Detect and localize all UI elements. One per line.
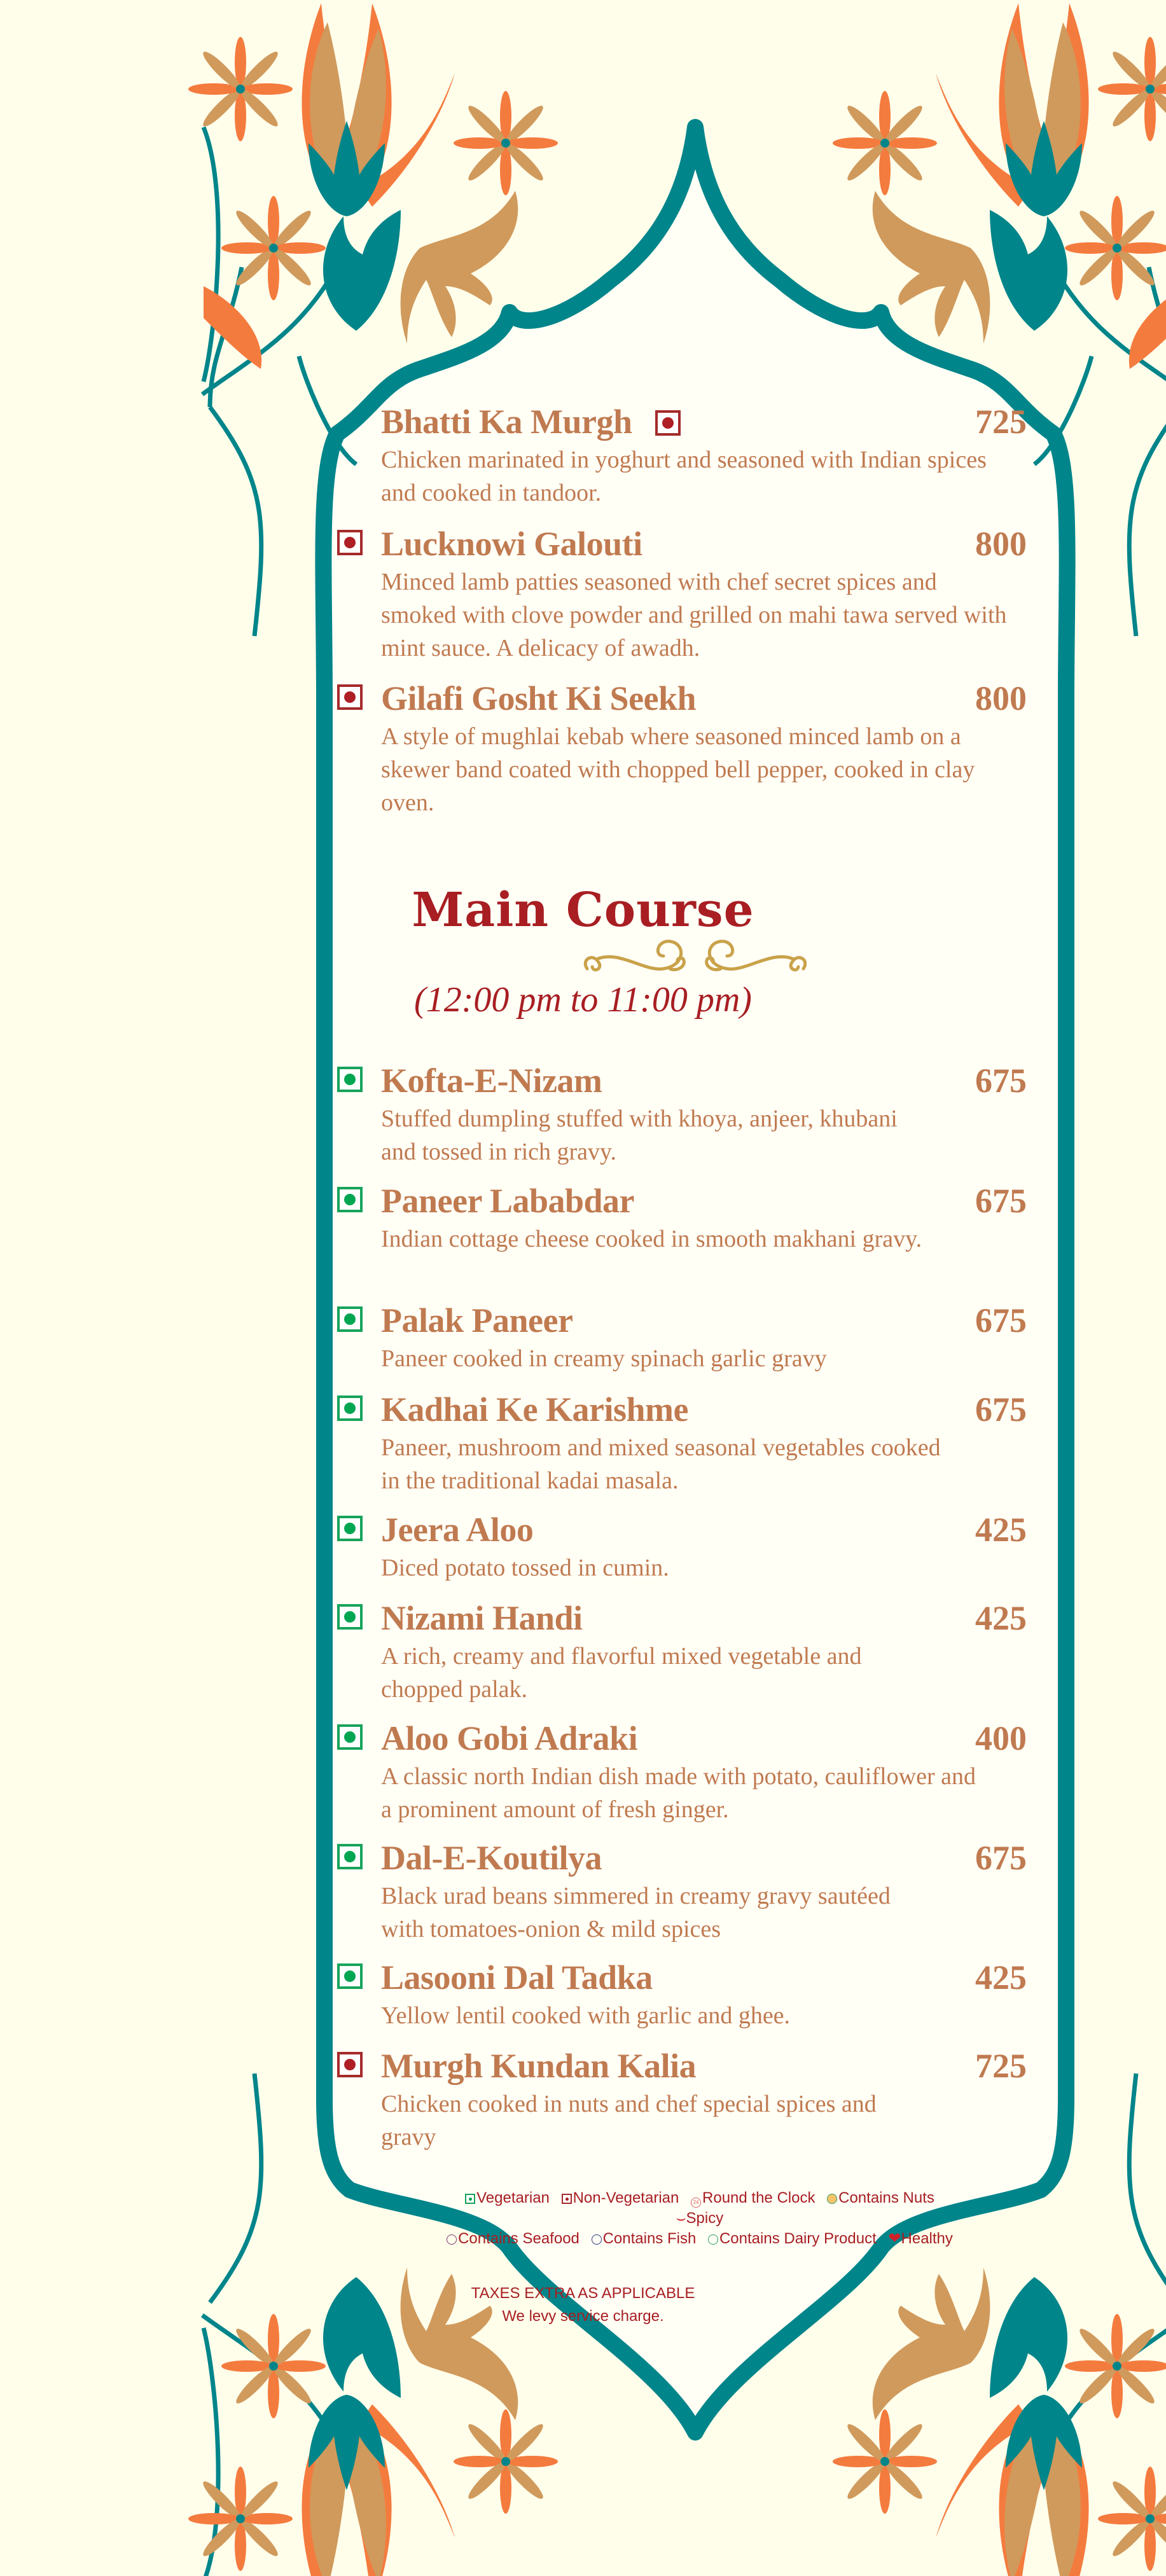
legend-row bbox=[433, 2229, 967, 2249]
veg-icon bbox=[337, 1963, 363, 1989]
item-price: 725 bbox=[975, 2047, 1027, 2085]
item-name: Kofta-E-Nizam bbox=[381, 1062, 602, 1100]
menu-item bbox=[337, 679, 1031, 819]
legend-contains-seafood: Contains Seafood bbox=[447, 2230, 580, 2247]
item-name: Nizami Handi bbox=[381, 1599, 583, 1637]
veg-icon bbox=[337, 1516, 363, 1541]
menu-item bbox=[337, 1719, 1031, 1826]
nonveg-icon bbox=[337, 684, 363, 710]
veg-icon bbox=[337, 1067, 363, 1092]
service-charge-note: We levy service charge. bbox=[502, 2308, 664, 2325]
heart-icon: ❤ bbox=[888, 2230, 901, 2247]
veg-icon bbox=[337, 1306, 363, 1332]
item-name: Dal-E-Koutilya bbox=[381, 1839, 602, 1877]
nonveg-icon bbox=[337, 530, 363, 555]
menu-item bbox=[337, 2047, 1031, 2154]
veg-icon bbox=[337, 1187, 363, 1212]
veg-icon bbox=[465, 2194, 475, 2204]
item-name: Paneer Lababdar bbox=[381, 1182, 635, 1220]
menu-item bbox=[337, 1839, 1031, 1946]
item-description: Black urad beans simmered in creamy gravy sautéed with tomatoes-onion & mild spices bbox=[381, 1883, 891, 1942]
item-description: Stuffed dumpling stuffed with khoya, anjeer, khubani and tossed in rich gravy. bbox=[381, 1105, 898, 1165]
legend-non-vegetarian: Non-Vegetarian bbox=[562, 2189, 679, 2206]
legend-row bbox=[433, 2188, 967, 2229]
veg-icon bbox=[337, 1395, 363, 1421]
nuts-icon bbox=[827, 2194, 837, 2204]
seafood-icon bbox=[447, 2234, 457, 2245]
item-name: Bhatti Ka Murgh bbox=[381, 403, 681, 441]
nonveg-icon bbox=[562, 2194, 572, 2204]
item-price: 425 bbox=[975, 1958, 1027, 1997]
menu-item bbox=[337, 525, 1031, 665]
item-description: Chicken cooked in nuts and chef special spices and gravy bbox=[381, 2091, 877, 2150]
legend-contains-fish: Contains Fish bbox=[592, 2230, 697, 2247]
nonveg-icon bbox=[337, 2052, 363, 2077]
item-name: Palak Paneer bbox=[381, 1301, 573, 1340]
item-name: Kadhai Ke Karishme bbox=[381, 1390, 689, 1429]
menu-item bbox=[337, 1062, 1031, 1168]
section-title: Main Course bbox=[412, 883, 754, 938]
item-price: 425 bbox=[975, 1599, 1027, 1637]
veg-icon bbox=[337, 1724, 363, 1750]
fish-icon bbox=[592, 2234, 602, 2245]
item-description: Chicken marinated in yoghurt and seasoned with Indian spices and cooked in tandoor. bbox=[381, 447, 987, 506]
menu-item bbox=[337, 1511, 1031, 1584]
legend-round-the-clock: 24 Round the Clock bbox=[691, 2189, 815, 2206]
item-name: Murgh Kundan Kalia bbox=[381, 2047, 697, 2085]
item-description: A rich, creamy and flavorful mixed vegetable and chopped palak. bbox=[381, 1643, 862, 1703]
item-name: Aloo Gobi Adraki bbox=[381, 1719, 638, 1757]
chili-icon: ⌣ bbox=[676, 2210, 686, 2227]
item-price: 800 bbox=[975, 525, 1027, 563]
legend-contains-dairy: Contains Dairy Product bbox=[708, 2230, 877, 2247]
menu-item bbox=[337, 403, 1031, 509]
menu-item bbox=[337, 1182, 1031, 1256]
item-price: 400 bbox=[975, 1719, 1027, 1757]
item-description: Indian cottage cheese cooked in smooth makhani gravy. bbox=[381, 1226, 922, 1252]
item-description: Paneer cooked in creamy spinach garlic gravy bbox=[381, 1345, 827, 1372]
item-price: 725 bbox=[975, 403, 1027, 441]
item-price: 675 bbox=[975, 1390, 1027, 1429]
legend-healthy: ❤Healthy bbox=[888, 2230, 953, 2247]
item-description: A classic north Indian dish made with potato, cauliflower and a prominent amount of fresh ginger. bbox=[381, 1763, 976, 1823]
menu-item bbox=[337, 1599, 1031, 1706]
item-name: Lasooni Dal Tadka bbox=[381, 1958, 653, 1997]
dietary-legend bbox=[433, 2188, 967, 2249]
clock-24-icon: 24 bbox=[691, 2198, 701, 2208]
scroll-ornament-icon bbox=[574, 934, 816, 985]
item-description: Paneer, mushroom and mixed seasonal vegetables cooked in the traditional kadai masala. bbox=[381, 1434, 941, 1494]
menu-item bbox=[337, 1301, 1031, 1375]
item-description: Minced lamb patties seasoned with chef secret spices and smoked with clove powder and grilled on mahi tawa served with mint sauce. A delicacy of awadh. bbox=[381, 569, 1007, 661]
legend-vegetarian: Vegetarian bbox=[465, 2189, 550, 2206]
legend-spicy: ⌣Spicy bbox=[676, 2210, 724, 2227]
menu-item bbox=[337, 1958, 1031, 2032]
item-price: 675 bbox=[975, 1839, 1027, 1877]
dairy-icon bbox=[708, 2234, 718, 2245]
item-price: 800 bbox=[975, 679, 1027, 717]
item-name: Lucknowi Galouti bbox=[381, 525, 642, 563]
taxes-note: TAXES EXTRA AS APPLICABLE bbox=[471, 2285, 695, 2302]
item-price: 675 bbox=[975, 1062, 1027, 1100]
item-description: Yellow lentil cooked with garlic and ghee. bbox=[381, 2002, 791, 2029]
item-description: Diced potato tossed in cumin. bbox=[381, 1555, 669, 1581]
item-name: Jeera Aloo bbox=[381, 1511, 534, 1549]
veg-icon bbox=[337, 1844, 363, 1869]
nonveg-icon bbox=[655, 410, 681, 436]
item-name: Gilafi Gosht Ki Seekh bbox=[381, 679, 697, 717]
item-price: 425 bbox=[975, 1511, 1027, 1549]
veg-icon bbox=[337, 1604, 363, 1630]
item-description: A style of mughlai kebab where seasoned minced lamb on a skewer band coated with chopped bell pepper, cooked in clay oven. bbox=[381, 723, 975, 816]
menu-item bbox=[337, 1390, 1031, 1497]
item-price: 675 bbox=[975, 1301, 1027, 1340]
section-hours: (12:00 pm to 11:00 pm) bbox=[414, 980, 752, 1020]
item-price: 675 bbox=[975, 1182, 1027, 1220]
legend-contains-nuts: Contains Nuts bbox=[827, 2189, 934, 2206]
